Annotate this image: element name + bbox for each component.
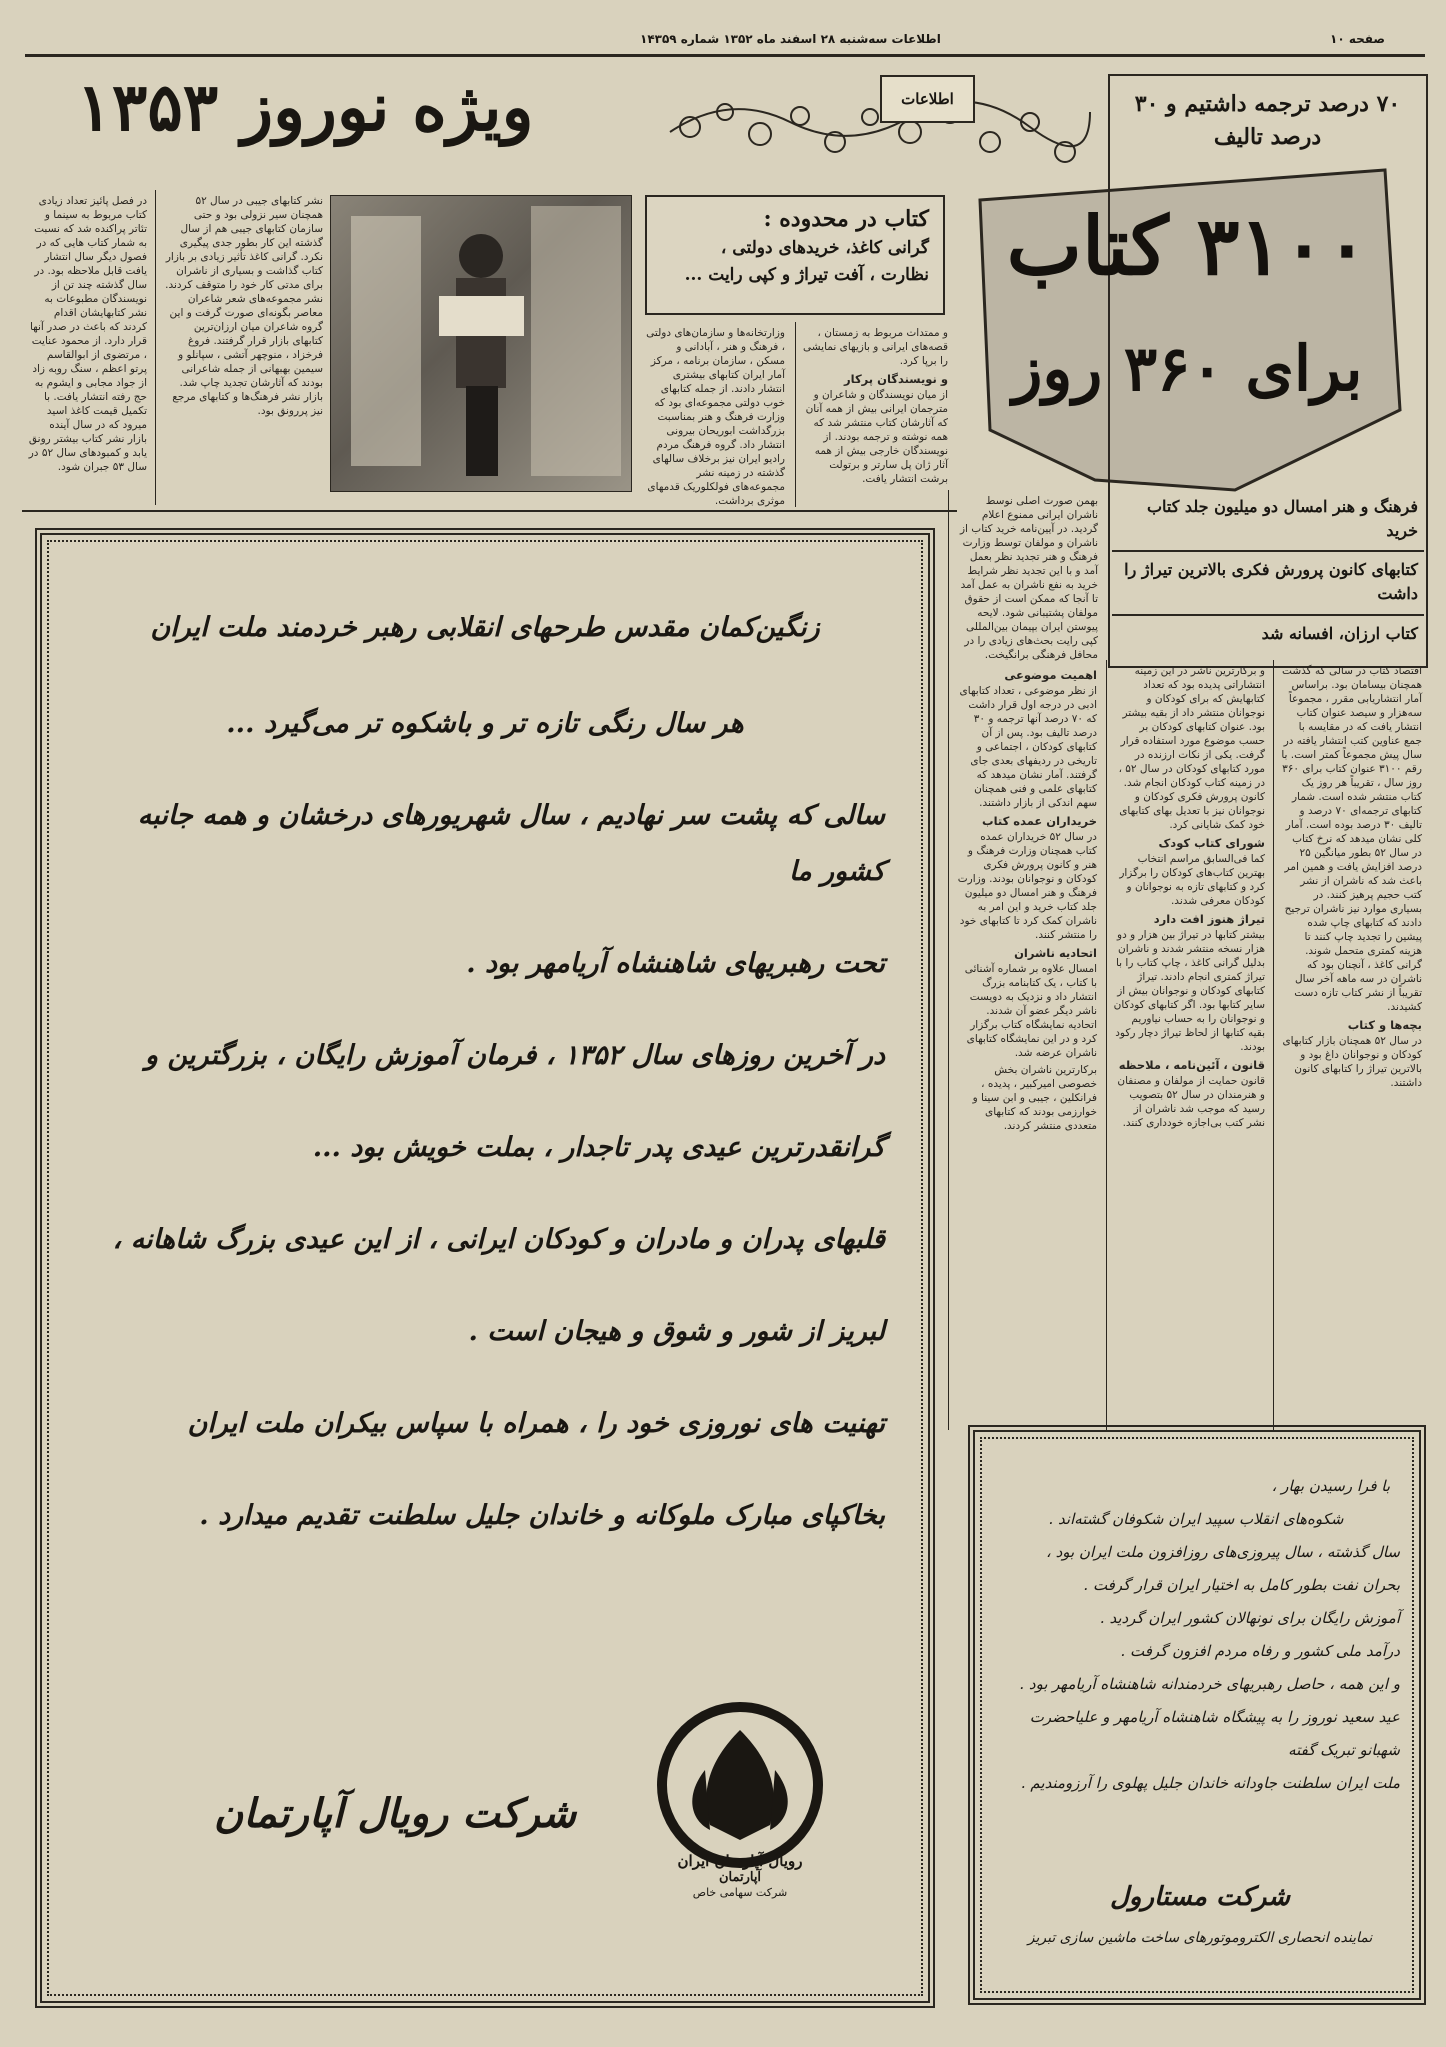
subhead-children-council: شورای کتاب کودک: [1158, 836, 1265, 850]
masthead: ویژه نوروز ۱۳۵۳: [76, 68, 534, 146]
text-column-right: اقتصاد کتاب در سالی که گذشت همچنان بیسامان بود. براساس آمار انتشاریابی مقرر ، مجموعاً سه‌هزار و سیصد عنوان کتاب انتشار یافت که در مقایسه با جمع عناوین کتب انتشار یافته در سال پیش مجموعاً کمتر است. با رقم ۳۱۰۰ عنوان کتاب برای ۳۶۰ روز سال ، تقریباً هر روز یک کتاب منتشر شده است. شمار کتابهای ترجمه‌ای ۷۰ درصد و تالیف ۳۰ درصد بوده است. آمار کلی نشان میدهد که نرخ کتاب در سال ۵۲ بطور میانگین ۲۵ درصد افزایش یافت و همین امر باعث شد که ناشران از نشر کتب حجیم پرهیز کنند. در بسیاری موارد نیز ناشران ترجیح دادند که کتابهای چاپ شده پیشین را تجدید چاپ کنند تا هزینه کمتری متحمل شوند. گرانی کاغذ ، آنچنان بود که ناشران در سه ماهه آخر سال تقریباً از نشر کتاب تازه دست کشیدند. بچه‌ها و کتاب در سال ۵۲ همچنان بازار کتابهای کودکان و نوجوانان داغ بود و بالاترین تیراژ را کتابهای کانون داشتند.: [1281, 665, 1422, 1089]
headline-sub-2: کتابهای کانون پرورش فکری بالاترین تیراژ را داشت: [1124, 560, 1418, 603]
header-rule: [25, 54, 1425, 57]
ad-left-body: [85, 600, 885, 1600]
section-rule: [22, 510, 957, 512]
headline-sub-1: فرهنگ و هنر امسال دو میلیون جلد کتاب خرید: [1146, 497, 1418, 540]
ad-right-line-9: ملت ایران سلطنت جاودانه خاندان جلیل پهلوی را آرزومندیم .: [1020, 1774, 1400, 1792]
leaf-emblem-icon: [650, 1700, 830, 1870]
ad-right-tagline: نماینده انحصاری الکتروموتورهای ساخت ماشین سازی تبریز: [1027, 1930, 1373, 1946]
subhead-publishers-union: اتحادیه ناشران: [1014, 946, 1097, 960]
ad-right-body: [992, 1470, 1400, 1800]
ad-left-line-3: سالی که پشت سر نهادیم ، سال شهریورهای درخشان و همه جانبه کشور ما: [137, 800, 885, 887]
ad-right-line-6: درآمد ملی کشور و رفاه مردم افزون گرفت .: [1120, 1642, 1400, 1660]
ad-right-line-1: با فرا رسیدن بهار ،: [1271, 1477, 1390, 1495]
inset-headline-box: [645, 195, 945, 315]
subhead-law: قانون ، آئین‌نامه ، ملاحظه: [1118, 1058, 1265, 1072]
ad-left-line-5: در آخرین روزهای سال ۱۳۵۲ ، فرمان آموزش رایگان ، بزرگترین و: [145, 1040, 885, 1071]
headline-sub-3: کتاب ارزان، افسانه شد: [1261, 624, 1418, 643]
ad-right-line-3: سال گذشته ، سال پیروزی‌های روزافزون ملت ایران بود ،: [1046, 1543, 1400, 1561]
ad-right-line-5: آموزش رایگان برای نونهالان کشور ایران گردید .: [1099, 1609, 1400, 1627]
logo-ring-text: رویال آپارتمان ایران: [677, 1852, 803, 1870]
column-rule: [948, 490, 949, 1430]
newspaper-logo: اطلاعات: [880, 75, 975, 123]
inset-line-1: گرانی کاغذ، خریدهای دولتی ،: [720, 238, 929, 258]
subhead-kids-books: بچه‌ها و کتاب: [1347, 1018, 1422, 1032]
dateline: اطلاعات سه‌شنبه ۲۸ اسفند ماه ۱۳۵۲ شماره ۱۴۳۵۹: [640, 32, 941, 46]
text-column-center-a: بهمن صورت اصلی نوسط ناشران ایرانی ممنوع اعلام گردید. در آیین‌نامه خرید کتاب از ناشران و مولفان توسط وزارت فرهنگ و هنر تجدید نظر بعمل آمد و با این تجدید نظر شرایط خرید به نفع ناشران به عمل آمد تا آنجا که ممکن است از حقوق مولفان پشتیبانی شود. لایحه پیوستن ایران بپیمان بین‌المللی کپی رایت بحث‌های زیادی را در محافل فرهنگی برانگیخت.: [959, 495, 1098, 661]
ad-right-company: شرکت مستارول: [1110, 1882, 1290, 1912]
divider: [1112, 614, 1424, 616]
text-column-leftmost: در فصل پائیز تعداد زیادی کتاب مربوط به سینما و تئاتر پراکنده شد که نسبت به شمار کتاب هایی که در فصول دیگر سال انتشار یافت قابل ملاحظه بود. در سال گذشته چند تن از نویسندگان مطبوعات به نشر کتابهایشان اقدام کردند که باعث در صدر آنها قرار دارد. از محمود عنایت ، مرتضوی از ابوالقاسم پرتو اعظم ، سنگ روبه زاد از جواد مجابی و ایشوم به حج رفته انتشار یافت. با تکمیل قیمت کاغذ اسید میرود که در سال آینده بازار نشر کتاب بیشتر رونق یابد و کمبودهای سال ۵۲ در سال ۵۳ جبران شود.: [28, 195, 147, 473]
ad-left-company: شرکت رویال آپارتمان: [213, 1790, 577, 1837]
ad-left-line-8: لبریز از شور و شوق و هیجان است .: [468, 1316, 885, 1347]
subhead-circulation: تیراژ هنوز افت دارد: [1153, 912, 1265, 926]
logo-name: آپارتمان: [718, 1870, 762, 1885]
ad-right-line-4: بحران نفت بطور کامل به اختیار ایران قرار گرفت .: [1083, 1576, 1400, 1594]
text-column-mid-right: و ممتدات مربوط به زمستان ، قصه‌های ایرانی و بازیهای نمایشی را برپا کرد. و نویسندگان پرکار از میان نویسندگان و شاعران و مترجمان ایرانی بیش از همه آنان که آثارشان کتاب منتشر شد که همه نوشته و ترجمه بودند. از نویسندگان خارجی بیش از همه آثار ژان پل سارتر و برتولت برشت انتشار یافت.: [803, 327, 948, 485]
logo-sub: شرکت سهامی خاص: [692, 1886, 788, 1899]
headline-big-1: ۳۱۰۰ کتاب: [1006, 199, 1369, 293]
ad-left-line-9: تهنیت های نوروزی خود را ، همراه با سپاس بیکران ملت ایران: [187, 1408, 885, 1439]
ad-left-line-1: زنگین‌کمان مقدس طرحهای انقلابی رهبر خردمند ملت ایران: [150, 612, 820, 643]
royal-apartment-logo: [650, 1700, 830, 1900]
page-number: صفحه ۱۰: [1330, 32, 1385, 46]
column-rule: [155, 190, 156, 505]
ad-right-line-7: و این همه ، حاصل رهبریهای خردمندانه شاهنشاه آریامهر بود .: [1019, 1675, 1400, 1693]
subhead-writers: و نویسندگان پرکار: [844, 372, 948, 386]
subhead-topics: اهمیت موضوعی: [1004, 668, 1097, 682]
text-column-left2: نشر کتابهای جیبی در سال ۵۲ همچنان سیر نزولی بود و حتی سازمان کتابهای جیبی هم از سال گذشته این کار بطور جدی پیگیری نکرد. گرانی کاغذ تأثیر زیادی بر بازار کتاب گذاشت و بسیاری از ناشران برای مدتی کار خود را متوقف کردند. نشر مجموعه‌های شعر شاعران معاصر بگونه‌ای صورت گرفت و این گروه شاعران میان ارزان‌ترین کتابهای بازار قرار گرفتند. فروغ فرخزاد ، منوچهر آتشی ، سپانلو و سیمین بهبهانی از جمله شاعرانی بودند که آثارشان تجدید چاپ شد. بازار نشر فرهنگ‌ها و کتابهای مرجع نیز پررونق بود.: [165, 195, 323, 417]
ad-left-line-2: هر سال رنگی تازه تر و باشکوه تر می‌گیرد ...: [226, 708, 744, 739]
headline-kicker: ۷۰ درصد ترجمه داشتیم و ۳۰ درصد تالیف: [1134, 91, 1401, 150]
column-rule: [795, 322, 796, 507]
inset-title: کتاب در محدوده :: [763, 206, 929, 232]
ad-left-line-4: تحت رهبریهای شاهنشاه آریامهر بود .: [466, 948, 885, 979]
headline-big-2: برای ۳۶۰ روز: [1012, 332, 1363, 405]
divider: [1112, 550, 1424, 552]
text-column-right-mid: و برکارترین ناشر در این زمینه انتشاراتی پدیده بود که تعداد کتابهایش که برای کودکان و نوجوانان منتشر داد از بقیه بیشتر بود. عنوان کتابهای کودکان بر حسب موضوع مورد استفاده قرار گرفت. یکی از نکات ارزنده در مورد کتابهای کودکان در سال ۵۲ ، در زمینه کتاب کودکان انجام شد. کانون پرورش فکری کودکان و نوجوانان نیز با تعدیل بهای کتابهای خود کمک شایانی کرد. شورای کتاب کودک کما فی‌السابق مراسم انتخاب بهترین کتاب‌های کودکان را برگزار کرد و کتابهای تازه به نوجوانان و کودکان معرفی شدند. تیراژ هنوز افت دارد بیشتر کتابها در تیراژ بین هزار و دو هزار نسخه منتشر شدند و ناشران بدلیل گرانی کاغذ ، چاپ کتاب را با تیراژ کمتری انجام دادند. تیراژ کتابهای کودکان و نوجوانان بیش از سایر کتابها بود. اگر کتابهای کودکان و نوجوانان را به حساب نیاوریم بقیه کتابها از لحاظ تیراژ دچار رکود بودند. قانون ، آئین‌نامه ، ملاحظه قانون حمایت از مولفان و مصنفان و هنرمندان در سال ۵۲ بتصویب رسید که موجب شد ناشران از نشر کتب بی‌اجازه خودداری کنند.: [1113, 665, 1265, 1129]
person-carrying-books-icon: [331, 196, 631, 491]
subhead-buyers: خریداران عمده کتاب: [982, 814, 1097, 828]
text-column-mid-left: وزارتخانه‌ها و سازمان‌های دولتی ، فرهنگ و هنر ، آبادانی و مسکن ، سازمان برنامه ، مرکز آمار ایران کتابهای بیشتری انتشار دادند. از جمله کتابهای خوب دولتی مجموعه‌ای بود که وزارت فرهنگ و هنر بمناسبت بزرگداشت ابوریحان بیرونی انتشار داد. گروه فرهنگ مردم رادیو ایران نیز برخلاف سالهای گذشته در زمینه نشر مجموعه‌های فولکلوریک قدمهای موثری برداشت.: [646, 327, 785, 507]
photo-books-stack: [330, 195, 632, 492]
text-column-center-b: اهمیت موضوعی از نظر موضوعی ، تعداد کتابهای ادبی در درجه اول قرار داشت که ۷۰ درصد آنها ترجمه و ۳۰ درصد تالیف بود. پس از آن کتابهای کودکان ، اجتماعی و تاریخی در ردیفهای بعدی جای گرفتند. آمار نشان میدهد که کتابهای علمی و فنی همچنان سهم اندکی از بازار داشتند. خریداران عمده کتاب در سال ۵۲ خریداران عمده کتاب همچنان وزارت فرهنگ و هنر و کانون پرورش فکری کودکان و نوجوانان بودند. وزارت فرهنگ و هنر امسال دو میلیون جلد کتاب خرید و این امر به ناشران کمک کرد تا کتابهای خود را منتشر کنند. اتحادیه ناشران امسال علاوه بر شماره آشنائی با کتاب ، یک کتابنامه بزرگ انتشار داد و نزدیک به دویست ناشر دیگر عضو آن شدند. اتحادیه نمایشگاه کتاب برگزار کرد و در این نمایشگاه کتابهای ناشران عرضه شد. برکارترین ناشران بخش خصوصی امیرکبیر ، پدیده ، فرانکلین ، جیبی و ابن سینا و خوارزمی بودند که کتابهای متعددی منتشر کردند.: [957, 668, 1097, 1132]
ad-right-line-2: شکوه‌های انقلاب سپید ایران شکوفان گشته‌اند .: [1048, 1510, 1344, 1528]
column-rule: [1273, 660, 1274, 1430]
ad-left-line-10: بخاکپای مبارک ملوکانه و خاندان جلیل سلطنت تقدیم میدارد .: [199, 1500, 885, 1531]
ad-left-line-7: قلبهای پدران و مادران و کودکان ایرانی ، از این عیدی بزرگ شاهانه ،: [112, 1224, 885, 1255]
column-rule: [1106, 660, 1107, 1430]
ad-left-line-6: گرانقدرترین عیدی پدر تاجدار ، بملت خویش بود ...: [312, 1132, 885, 1163]
inset-line-2: نظارت ، آفت تیراژ و کپی رایت ...: [684, 265, 929, 285]
ad-right-line-8: عید سعید نوروز را به پیشگاه شاهنشاه آریامهر و علیاحضرت شهبانو تبریک گفته: [1029, 1708, 1400, 1759]
